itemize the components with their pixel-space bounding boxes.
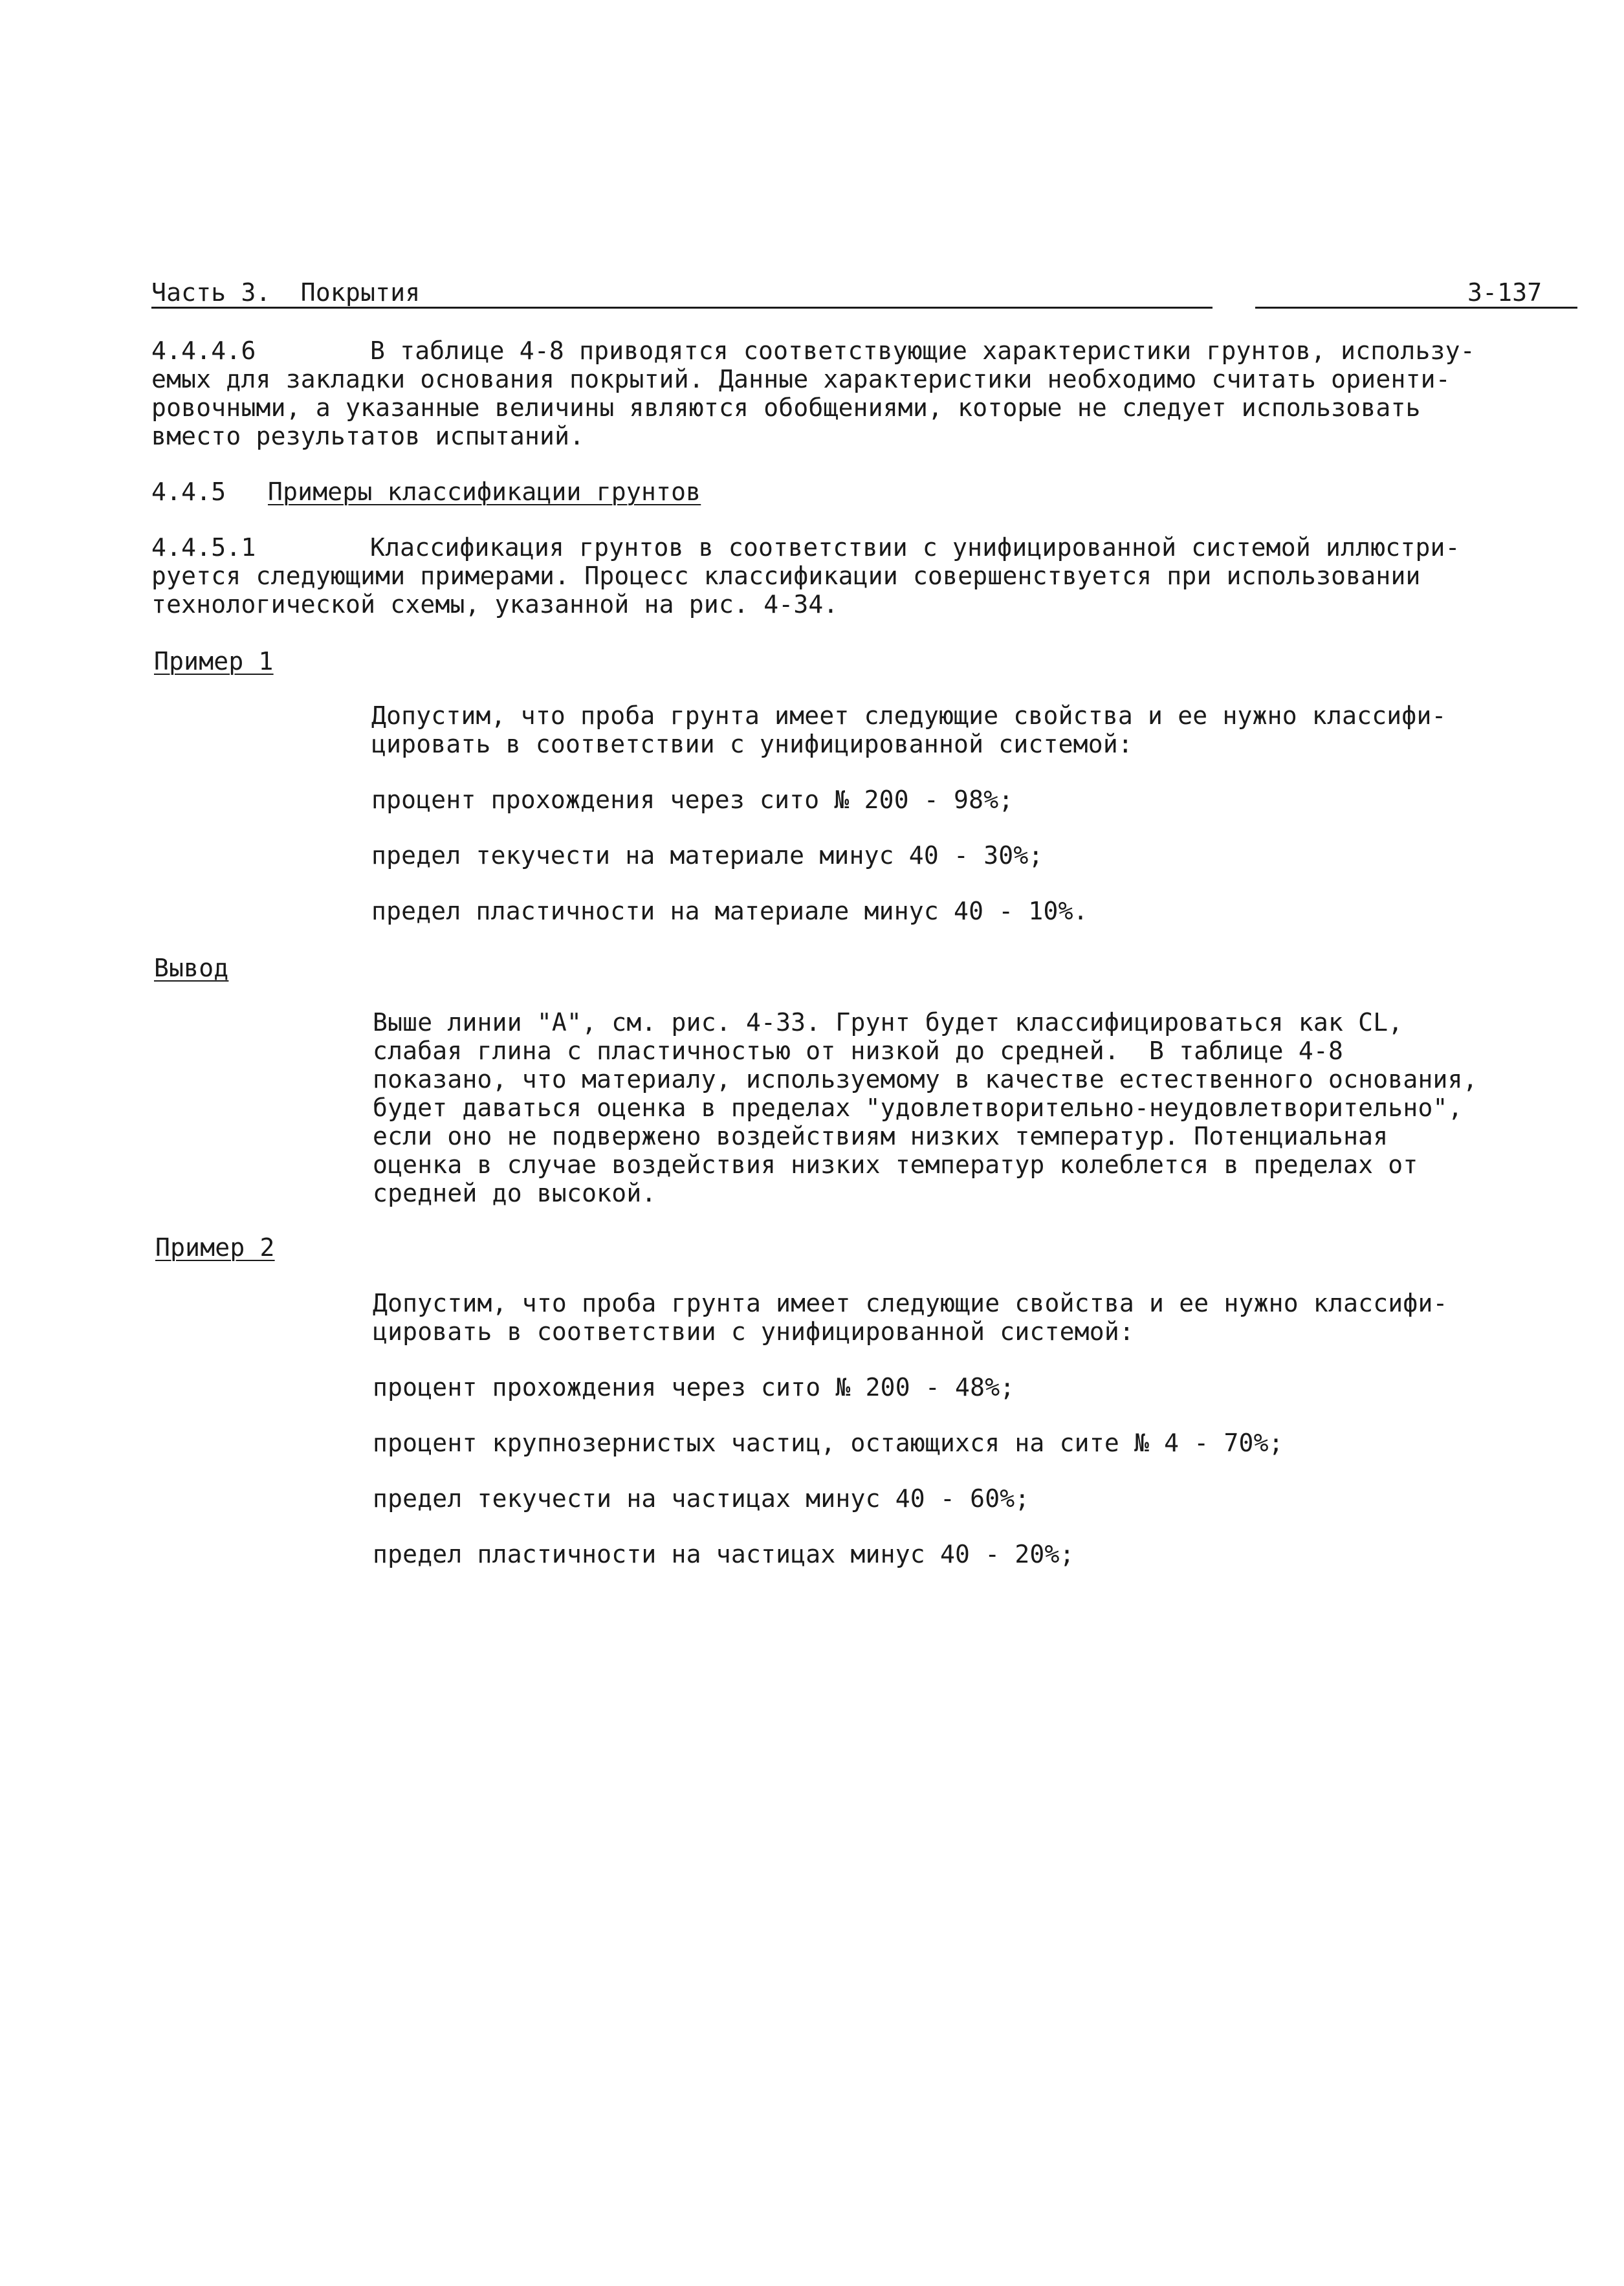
example-2-label: Пример 2 <box>155 1233 275 1262</box>
section-number-4451: 4.4.5.1 <box>151 533 256 562</box>
conclusion-line: если оно не подвержено воздействиям низких температур. Потенциальная <box>373 1122 1388 1150</box>
example-2-item: предел текучести на частицах минус 40 - 60%; <box>373 1484 1030 1513</box>
example-2-intro: Допустим, что проба грунта имеет следующие свойства и ее нужно классифи- <box>373 1289 1448 1317</box>
section-445-title: Примеры классификации грунтов <box>268 478 701 506</box>
section-number-445: 4.4.5 <box>151 478 226 506</box>
example-1-intro: Допустим, что проба грунта имеет следующие свойства и ее нужно классифи- <box>371 701 1447 730</box>
section-4446-line: ровочными, а указанные величины являются обобщениями, которые не следует использовать <box>151 393 1421 422</box>
example-1-item: предел текучести на материале минус 40 - 30%; <box>371 841 1044 870</box>
example-1-item: процент прохождения через сито № 200 - 98%; <box>371 786 1014 814</box>
example-2-item: процент прохождения через сито № 200 - 48%; <box>373 1373 1015 1401</box>
section-4446-line: емых для закладки основания покрытий. Данные характеристики необходимо считать ориенти- <box>151 365 1451 393</box>
conclusion-line: показано, что материалу, используемому в качестве естественного основания, <box>373 1065 1478 1094</box>
section-4446-line: вместо результатов испытаний. <box>151 422 585 450</box>
section-4451-line: технологической схемы, указанной на рис. 4-34. <box>151 590 839 619</box>
section-number-4446: 4.4.4.6 <box>151 336 256 365</box>
example-1-label: Пример 1 <box>154 647 274 676</box>
running-header-title: Часть 3. Покрытия <box>151 278 421 307</box>
example-1-intro: цировать в соответствии с унифицированной системой: <box>371 730 1133 758</box>
example-2-intro: цировать в соответствии с унифицированной системой: <box>373 1317 1134 1346</box>
example-2-item: процент крупнозернистых частиц, остающихся на сите № 4 - 70%; <box>373 1429 1284 1457</box>
conclusion-line: слабая глина с пластичностью от низкой до средней. В таблице 4-8 <box>373 1037 1344 1065</box>
page-number: 3-137 <box>1467 278 1542 307</box>
conclusion-label: Вывод <box>154 954 229 982</box>
section-4446-line: В таблице 4-8 приводятся соответствующие характеристики грунтов, использу- <box>370 336 1475 365</box>
conclusion-line: оценка в случае воздействия низких температур колеблется в пределах от <box>373 1150 1418 1179</box>
header-rule-right <box>1255 307 1577 309</box>
conclusion-line: будет даваться оценка в пределах "удовлетворительно-неудовлетворительно", <box>373 1094 1463 1122</box>
section-4451-line: руется следующими примерами. Процесс классификации совершенствуется при использовании <box>151 562 1421 590</box>
header-rule-left <box>151 307 1213 309</box>
conclusion-line: средней до высокой. <box>373 1179 657 1207</box>
conclusion-line: Выше линии "А", см. рис. 4-33. Грунт будет классифицироваться как CL, <box>373 1008 1403 1037</box>
section-4451-line: Классификация грунтов в соответствии с унифицированной системой иллюстри- <box>370 533 1460 562</box>
example-1-item: предел пластичности на материале минус 40 - 10%. <box>371 897 1088 925</box>
example-2-item: предел пластичности на частицах минус 40 - 20%; <box>373 1540 1075 1568</box>
